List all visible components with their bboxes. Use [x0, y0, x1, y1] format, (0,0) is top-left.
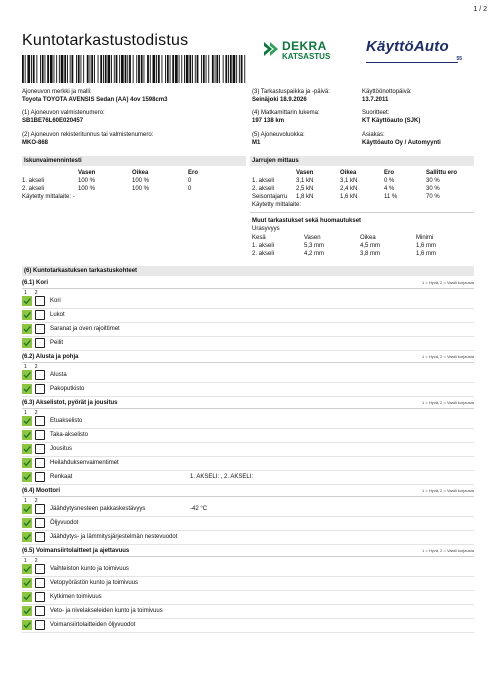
rating-repair-checkbox[interactable] [35, 324, 45, 334]
shock-row-vasen: 100 % [78, 178, 96, 184]
tread-col-minimi: Minimi [416, 235, 434, 241]
place-field [252, 89, 330, 104]
check-icon [22, 564, 32, 574]
rating-col-2: 2 [34, 498, 38, 504]
checklist-item-note: 1. AKSELI: , 2. AKSELI: [190, 474, 254, 480]
rating-repair-checkbox[interactable] [35, 384, 45, 394]
check-icon [22, 578, 32, 588]
check-icon [22, 518, 32, 528]
registration-value: MKO-868 [22, 139, 49, 146]
row-divider [22, 350, 474, 351]
check-icon [22, 620, 32, 630]
rating-legend: 1 = Hyvä, 2 = Vaatii korjausta [422, 354, 474, 359]
rating-col-1: 1 [24, 558, 27, 564]
checklist-item-label: Taka-akselisto [50, 432, 89, 438]
kayttoauto-logo [366, 38, 476, 68]
checklist-header: (6) Kuntotarkastuksen tarkastuskohteet [22, 266, 474, 276]
row-divider [22, 576, 474, 577]
rating-col-2: 2 [34, 410, 38, 416]
row-divider [22, 544, 474, 545]
row-divider [22, 618, 474, 619]
section-title-text: (6.4) Moottori [22, 488, 60, 494]
row-divider [22, 456, 474, 457]
performer-field [362, 110, 420, 125]
checklist-item-label: Peilit [50, 340, 64, 346]
checklist-row [22, 472, 474, 484]
checklist-row [22, 296, 474, 308]
checklist-row [22, 458, 474, 470]
rating-good-checkbox[interactable] [22, 384, 32, 394]
row-divider [22, 604, 474, 605]
checklist-item-label: Jäähdytys- ja lämmitysjärjestelmän nestevuodot [50, 534, 178, 540]
dekra-sub: KATSASTUS [282, 52, 331, 61]
shock-col-vasen: Vasen [78, 170, 96, 176]
check-icon [22, 444, 32, 454]
tread-row-minimi: 1,6 mm [416, 251, 437, 257]
rating-good-checkbox[interactable] [22, 504, 32, 514]
section-title [22, 280, 474, 289]
rating-good-checkbox[interactable] [22, 444, 32, 454]
shock-row-ero: 0 [188, 178, 192, 184]
shock-col-oikea: Oikea [132, 170, 149, 176]
rating-col-2: 2 [34, 290, 38, 296]
row-divider [22, 308, 474, 309]
tread-row-axle: 2. akseli [252, 251, 275, 257]
checklist-row [22, 384, 474, 396]
checklist-row [22, 444, 474, 456]
check-icon [22, 458, 32, 468]
rating-repair-checkbox[interactable] [35, 430, 45, 440]
shock-row-oikea: 100 % [132, 178, 150, 184]
row-divider [22, 322, 474, 323]
check-icon [22, 430, 32, 440]
checklist-row [22, 370, 474, 382]
registration-label: (2) Ajoneuvon rekisteritunnus tai valmistenumero: [22, 132, 154, 138]
tread-depth-label: Urasyvyys [252, 226, 280, 232]
rating-col-1: 1 [24, 364, 27, 370]
rating-col-2: 2 [34, 558, 38, 564]
rating-repair-checkbox[interactable] [35, 532, 45, 542]
brake-row-oikea: 1,6 kN [340, 194, 358, 200]
vin-field [22, 110, 105, 125]
checklist-item-label: Vaihteiston kunto ja toimivuus [50, 566, 129, 572]
dekra-name: DEKRA [282, 39, 327, 53]
brake-row-ero: 4 % [384, 186, 395, 192]
rating-legend: 1 = Hyvä, 2 = Vaatii korjausta [422, 400, 474, 405]
rating-good-checkbox[interactable] [22, 296, 32, 306]
checklist-item-label: Kori [50, 298, 61, 304]
tread-row-minimi: 1,6 mm [416, 243, 437, 249]
shock-meter: Käytetty mittalaite: - [22, 194, 75, 200]
brake-row-vasen: 2,5 kN [296, 186, 314, 192]
performer-value: KT Käyttöauto (SJK) [362, 117, 421, 124]
rating-repair-checkbox[interactable] [35, 564, 45, 574]
intro-field [362, 89, 412, 104]
place-label: (3) Tarkastuspaikka ja -päivä: [252, 89, 330, 95]
section-title-text: (6.2) Alusta ja pohja [22, 354, 79, 360]
checklist-item-note: -42 °C [190, 506, 208, 512]
checklist-item-label: Jousitus [50, 446, 73, 452]
tread-row-oikea: 4,5 mm [360, 243, 381, 249]
checklist-row [22, 518, 474, 530]
dekra-logo [262, 40, 342, 70]
rating-good-checkbox[interactable] [22, 578, 32, 588]
brake-col-oikea: Oikea [340, 170, 357, 176]
rating-good-checkbox[interactable] [22, 430, 32, 440]
section-title-text: (6.3) Akselistot, pyörät ja jousitus [22, 400, 118, 406]
checklist-row [22, 310, 474, 322]
brake-row-vasen: 3,1 kN [296, 178, 314, 184]
row-divider [22, 396, 474, 397]
check-icon [22, 324, 32, 334]
rating-good-checkbox[interactable] [22, 564, 32, 574]
checklist-item-label: Voimansiirtolaitteiden öljyvuodot [50, 622, 136, 628]
brake-row-axle: 1. akseli [252, 178, 275, 184]
rating-good-checkbox[interactable] [22, 606, 32, 616]
tread-col-vasen: Vasen [304, 235, 321, 241]
shock-row-ero: 0 [188, 186, 192, 192]
row-divider [22, 336, 474, 337]
dekra-mark-icon [262, 40, 280, 58]
rating-repair-checkbox[interactable] [35, 620, 45, 630]
section-title-text: (6.1) Kori [22, 280, 49, 286]
rating-repair-checkbox[interactable] [35, 578, 45, 588]
shock-row-axle: 2. akseli [22, 186, 45, 192]
check-icon [22, 384, 32, 394]
vehicle-field [22, 89, 167, 104]
rating-repair-checkbox[interactable] [35, 296, 45, 306]
rating-repair-checkbox[interactable] [35, 504, 45, 514]
vehicle-value: Toyota TOYOTA AVENSIS Sedan (AA) 4ov 1598cm3 [22, 96, 168, 103]
check-icon [22, 472, 32, 482]
rating-repair-checkbox[interactable] [35, 592, 45, 602]
rating-repair-checkbox[interactable] [35, 458, 45, 468]
rating-legend: 1 = Hyvä, 2 = Vaatii korjausta [422, 548, 474, 553]
shock-row-vasen: 100 % [78, 186, 96, 192]
brake-row-sallittu: 30 % [426, 178, 440, 184]
brake-col-vasen: Vasen [296, 170, 314, 176]
checklist-item-label: Heilahduksenvaimentimet [50, 460, 119, 466]
checklist-item-label: Alusta [50, 372, 67, 378]
shock-row-axle: 1. akseli [22, 178, 45, 184]
check-icon [22, 338, 32, 348]
odometer-value: 197 138 km [252, 117, 285, 124]
check-icon [22, 504, 32, 514]
customer-label: Asiakas: [362, 132, 385, 138]
check-icon [22, 532, 32, 542]
brake-row-axle: 2. akseli [252, 186, 275, 192]
checklist-row [22, 338, 474, 350]
section-title [22, 354, 474, 363]
rating-good-checkbox[interactable] [22, 592, 32, 602]
shock-row-oikea: 100 % [132, 186, 150, 192]
checklist-item-label: Öljyvuodot [50, 520, 79, 526]
checklist-row [22, 532, 474, 544]
rating-good-checkbox[interactable] [22, 458, 32, 468]
rating-col-2: 2 [34, 364, 38, 370]
check-icon [22, 592, 32, 602]
tread-row-vasen: 5,3 mm [304, 243, 325, 249]
vin-value: SB1BE76L60E020457 [22, 117, 84, 124]
checklist-item-label: Vetopyörästön kunto ja toimivuus [50, 580, 139, 586]
checklist-row [22, 564, 474, 576]
rating-good-checkbox[interactable] [22, 370, 32, 380]
checklist-row [22, 620, 474, 632]
row-divider [22, 428, 474, 429]
row-divider [22, 632, 474, 633]
document-title: Kuntotarkastustodistus [22, 32, 189, 49]
check-icon [22, 370, 32, 380]
rating-good-checkbox[interactable] [22, 620, 32, 630]
rating-repair-checkbox[interactable] [35, 310, 45, 320]
odometer-label: (4) Matkamittarin lukema: [252, 110, 320, 116]
rating-good-checkbox[interactable] [22, 310, 32, 320]
rating-repair-checkbox[interactable] [35, 416, 45, 426]
section-title-text: (6.5) Voimansiirtolaitteet ja ajettavuus [22, 548, 130, 554]
kayttoauto-number: 55 [456, 56, 462, 62]
checklist-item-label: Pakoputkisto [50, 386, 85, 392]
tread-col-season: Kesä [252, 235, 266, 241]
checklist-row [22, 592, 474, 604]
rating-repair-checkbox[interactable] [35, 472, 45, 482]
rating-repair-checkbox[interactable] [35, 444, 45, 454]
registration-field [22, 132, 153, 147]
page-number: 1 / 2 [473, 6, 487, 13]
rating-repair-checkbox[interactable] [35, 370, 45, 380]
rating-good-checkbox[interactable] [22, 532, 32, 542]
shock-col-ero: Ero [188, 170, 199, 176]
rating-repair-checkbox[interactable] [35, 518, 45, 528]
shock-test-header: Iskunvaimennintesti [22, 156, 246, 166]
checklist-item-label: Kytkimen toimivuus [50, 594, 102, 600]
rating-good-checkbox[interactable] [22, 324, 32, 334]
brake-row-sallittu: 70 % [426, 194, 440, 200]
section-title [22, 548, 474, 557]
vin-label: (1) Ajoneuvon valmistenumero: [22, 110, 105, 116]
checklist-item-label: Jäähdytysnesteen pakkaskestävyys [50, 506, 146, 512]
other-checks-title: Muut tarkastukset sekä huomautukset [252, 218, 362, 224]
intro-label: Käyttöönottopäivä: [362, 89, 412, 95]
checklist-row [22, 504, 474, 516]
checklist-item-label: Renkaat [50, 474, 73, 480]
brake-row-oikea: 3,1 kN [340, 178, 358, 184]
brake-row-axle: Seisontajarru [252, 194, 288, 200]
rating-good-checkbox[interactable] [22, 518, 32, 528]
checklist-row [22, 416, 474, 428]
row-divider [22, 590, 474, 591]
class-field [252, 132, 305, 147]
kayttoauto-underline [366, 62, 458, 63]
brake-row-oikea: 2,4 kN [340, 186, 358, 192]
checklist-row [22, 578, 474, 590]
checklist-row [22, 430, 474, 442]
performer-label: Suoritteet: [362, 110, 390, 116]
rating-col-1: 1 [24, 498, 27, 504]
customer-value: Käyttöauto Oy / Automyynti [362, 139, 441, 146]
brake-col-sallittu: Sallittu ero [426, 170, 458, 176]
checklist-row [22, 606, 474, 618]
rating-repair-checkbox[interactable] [35, 606, 45, 616]
rating-good-checkbox[interactable] [22, 472, 32, 482]
section-title [22, 400, 474, 409]
checklist-item-label: Etuakselisto [50, 418, 83, 424]
brake-row-ero: 11 % [384, 194, 398, 200]
vehicle-label: Ajoneuvon merkki ja malli: [22, 89, 92, 95]
row-divider [22, 470, 474, 471]
rating-legend: 1 = Hyvä, 2 = Vaatii korjausta [422, 488, 474, 493]
tread-col-oikea: Oikea [360, 235, 376, 241]
odometer-field [252, 110, 320, 125]
rating-good-checkbox[interactable] [22, 338, 32, 348]
kayttoauto-name: KäyttöAuto [366, 38, 449, 55]
checklist-item-label: Lukot [50, 312, 65, 318]
rating-legend: 1 = Hyvä, 2 = Vaatii korjausta [422, 280, 474, 285]
brake-header: Jarrujen mittaus [250, 156, 474, 166]
rating-col-1: 1 [24, 290, 27, 296]
brake-meter: Käytetty mittalaite: [252, 202, 302, 208]
rating-good-checkbox[interactable] [22, 416, 32, 426]
tread-row-axle: 1. akseli [252, 243, 275, 249]
class-value: M1 [252, 139, 261, 146]
brake-row-vasen: 1,8 kN [296, 194, 314, 200]
rating-repair-checkbox[interactable] [35, 338, 45, 348]
brake-row-ero: 0 % [384, 178, 395, 184]
check-icon [22, 296, 32, 306]
section-title [22, 488, 474, 497]
tread-row-vasen: 4,2 mm [304, 251, 325, 257]
row-divider [22, 484, 474, 485]
row-divider [22, 530, 474, 531]
brake-row-sallittu: 30 % [426, 186, 440, 192]
brake-col-ero: Ero [384, 170, 395, 176]
checklist-item-label: Veto- ja nivelakseleiden kunto ja toimivuus [50, 608, 163, 614]
checklist-item-label: Saranat ja oven rajoittimet [50, 326, 120, 332]
customer-field [362, 132, 441, 147]
place-value: Seinäjoki 18.9.2026 [252, 96, 307, 103]
class-label: (5) Ajoneuvoluokka: [252, 132, 305, 138]
rating-col-1: 1 [24, 410, 27, 416]
intro-value: 13.7.2011 [362, 96, 389, 103]
check-icon [22, 310, 32, 320]
check-icon [22, 416, 32, 426]
row-divider [22, 382, 474, 383]
row-divider [22, 516, 474, 517]
divider [250, 212, 474, 213]
barcode [22, 55, 246, 83]
row-divider [22, 442, 474, 443]
checklist-row [22, 324, 474, 336]
tread-row-oikea: 3,8 mm [360, 251, 381, 257]
check-icon [22, 606, 32, 616]
